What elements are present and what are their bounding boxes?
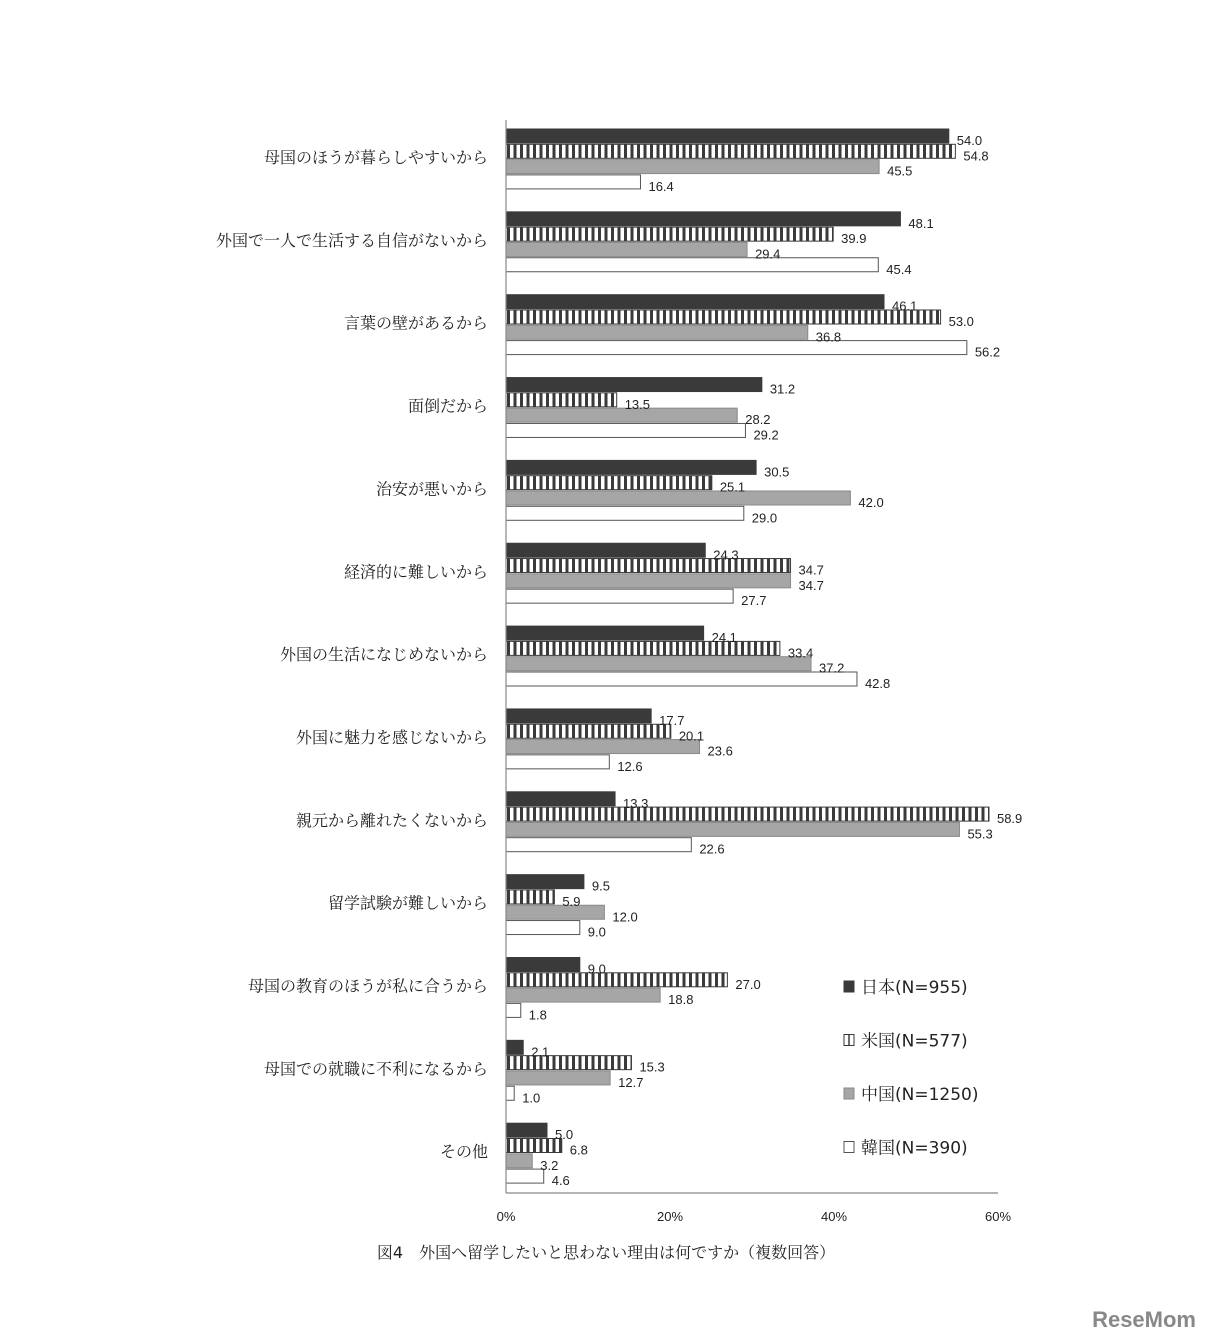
bar <box>506 543 705 557</box>
data-label: 31.2 <box>769 381 796 397</box>
data-label: 2.1 <box>531 1044 550 1060</box>
data-label: 13.3 <box>623 795 649 811</box>
data-label: 6.8 <box>569 1142 588 1158</box>
bar <box>506 755 609 769</box>
x-tick-label: 20% <box>656 1209 684 1224</box>
bar <box>506 822 959 836</box>
bar <box>506 574 791 588</box>
data-label: 12.7 <box>618 1074 644 1090</box>
data-label: 28.2 <box>745 412 771 428</box>
data-label: 36.8 <box>815 329 842 345</box>
data-label: 27.0 <box>735 976 761 992</box>
data-label: 29.4 <box>755 246 781 262</box>
category-label: 親元から離れたくないから <box>295 810 488 830</box>
bar <box>506 144 955 158</box>
bar <box>506 227 833 241</box>
bar <box>506 242 747 256</box>
data-label: 27.7 <box>741 593 767 609</box>
bar <box>506 258 878 272</box>
data-label: 46.1 <box>892 298 918 314</box>
data-label: 33.4 <box>787 645 814 661</box>
data-label: 54.0 <box>956 133 983 148</box>
data-label: 9.0 <box>587 924 606 940</box>
x-tick-label: 0% <box>496 1209 516 1224</box>
bar <box>506 1139 562 1153</box>
bar <box>506 641 780 655</box>
category-label: 留学試験が難しいから <box>327 893 488 913</box>
bar <box>506 175 640 189</box>
data-label: 53.0 <box>948 314 974 329</box>
data-label: 54.8 <box>963 148 989 164</box>
bar <box>506 792 615 806</box>
data-label: 3.2 <box>540 1157 559 1173</box>
category-label: 母国での就職に不利になるから <box>263 1059 488 1079</box>
bar <box>506 657 811 671</box>
bar <box>506 129 949 143</box>
data-label: 24.1 <box>711 630 737 646</box>
bar <box>506 1154 532 1168</box>
bar <box>506 921 580 935</box>
data-label: 9.5 <box>591 878 610 894</box>
data-label: 9.0 <box>587 961 606 977</box>
chart-title: 図4 外国へ留学したいと思わない理由は何ですか（複数回答） <box>376 1243 836 1262</box>
data-label: 13.5 <box>624 396 651 412</box>
bar <box>506 295 884 309</box>
bar <box>506 1169 544 1183</box>
legend-label: 米国(N=577) <box>861 1031 968 1052</box>
data-label: 1.0 <box>522 1090 541 1106</box>
data-label: 30.5 <box>764 464 790 480</box>
data-label: 45.5 <box>887 163 913 179</box>
data-label: 5.9 <box>562 893 581 909</box>
data-label: 4.6 <box>551 1173 570 1189</box>
bar <box>506 1003 521 1017</box>
data-label: 58.9 <box>996 811 1023 827</box>
data-label: 22.6 <box>699 841 725 857</box>
category-label: 治安が悪いから <box>375 479 488 499</box>
bar <box>506 988 660 1002</box>
data-label: 24.3 <box>713 547 739 563</box>
bar <box>506 506 744 520</box>
category-label: その他 <box>439 1142 488 1162</box>
category-label: 言葉の壁があるから <box>343 313 488 333</box>
data-label: 17.7 <box>659 712 685 728</box>
data-label: 45.4 <box>886 261 912 277</box>
bar <box>506 838 691 852</box>
category-label: 外国の生活になじめないから <box>279 645 488 665</box>
bar <box>506 325 808 339</box>
bar <box>506 905 604 919</box>
category-label: 外国で一人で生活する自信がないから <box>215 230 488 250</box>
bar <box>506 423 745 437</box>
bar <box>506 1056 631 1070</box>
data-label: 34.7 <box>798 577 824 593</box>
x-tick-label: 60% <box>984 1209 1012 1224</box>
data-label: 5.0 <box>555 1127 574 1143</box>
bar <box>506 958 580 972</box>
bar <box>506 672 857 686</box>
data-label: 23.6 <box>707 743 733 759</box>
bar <box>506 890 554 904</box>
legend-label: 中国(N=1250) <box>861 1085 979 1105</box>
bar <box>506 875 584 889</box>
data-label: 20.1 <box>678 728 705 744</box>
bar <box>506 341 967 355</box>
bar <box>506 491 850 505</box>
category-label: 母国の教育のほうが私に合うから <box>247 976 488 996</box>
legend-label: 日本(N=955) <box>861 978 968 998</box>
resemom-logo: ReseMom <box>1092 1307 1196 1332</box>
legend-label: 韓国(N=390) <box>861 1138 968 1159</box>
data-label: 34.7 <box>798 562 824 578</box>
bar <box>506 1086 514 1100</box>
x-tick-label: 40% <box>820 1209 848 1224</box>
bar <box>506 460 756 474</box>
bar <box>506 973 727 987</box>
legend-swatch <box>844 981 854 992</box>
bar <box>506 476 712 490</box>
bar <box>506 160 879 174</box>
legend-swatch <box>844 1088 854 1099</box>
bar <box>506 724 671 738</box>
bar <box>506 589 733 603</box>
bar <box>506 1040 523 1054</box>
data-label: 15.3 <box>639 1059 665 1075</box>
bar <box>506 1071 610 1085</box>
data-label: 25.1 <box>719 479 746 495</box>
data-label: 42.0 <box>858 495 884 510</box>
data-label: 12.6 <box>617 758 643 774</box>
data-label: 56.2 <box>974 344 1001 360</box>
bar <box>506 709 651 723</box>
category-label: 母国のほうが暮らしやすいから <box>263 148 488 167</box>
bar <box>506 740 700 754</box>
data-label: 48.1 <box>908 215 934 231</box>
data-label: 39.9 <box>841 231 867 247</box>
bar <box>506 1123 547 1137</box>
legend-swatch <box>844 1142 854 1153</box>
data-label: 12.0 <box>612 909 638 925</box>
data-label: 29.2 <box>753 427 779 443</box>
bar <box>506 310 941 324</box>
data-label: 55.3 <box>967 826 993 842</box>
bar <box>506 626 704 640</box>
data-label: 29.0 <box>751 510 778 526</box>
bar <box>506 378 762 392</box>
bar <box>506 559 791 573</box>
bar <box>506 212 900 226</box>
data-label: 16.4 <box>648 178 674 194</box>
data-label: 37.2 <box>819 660 845 676</box>
data-label: 1.8 <box>528 1007 547 1023</box>
category-label: 面倒だから <box>407 396 488 416</box>
bar <box>506 807 989 821</box>
bar <box>506 408 737 422</box>
category-label: 経済的に難しいから <box>343 562 488 582</box>
data-label: 18.8 <box>668 992 694 1008</box>
bar <box>506 393 617 407</box>
data-label: 42.8 <box>864 676 891 691</box>
category-label: 外国に魅力を感じないから <box>295 727 488 747</box>
